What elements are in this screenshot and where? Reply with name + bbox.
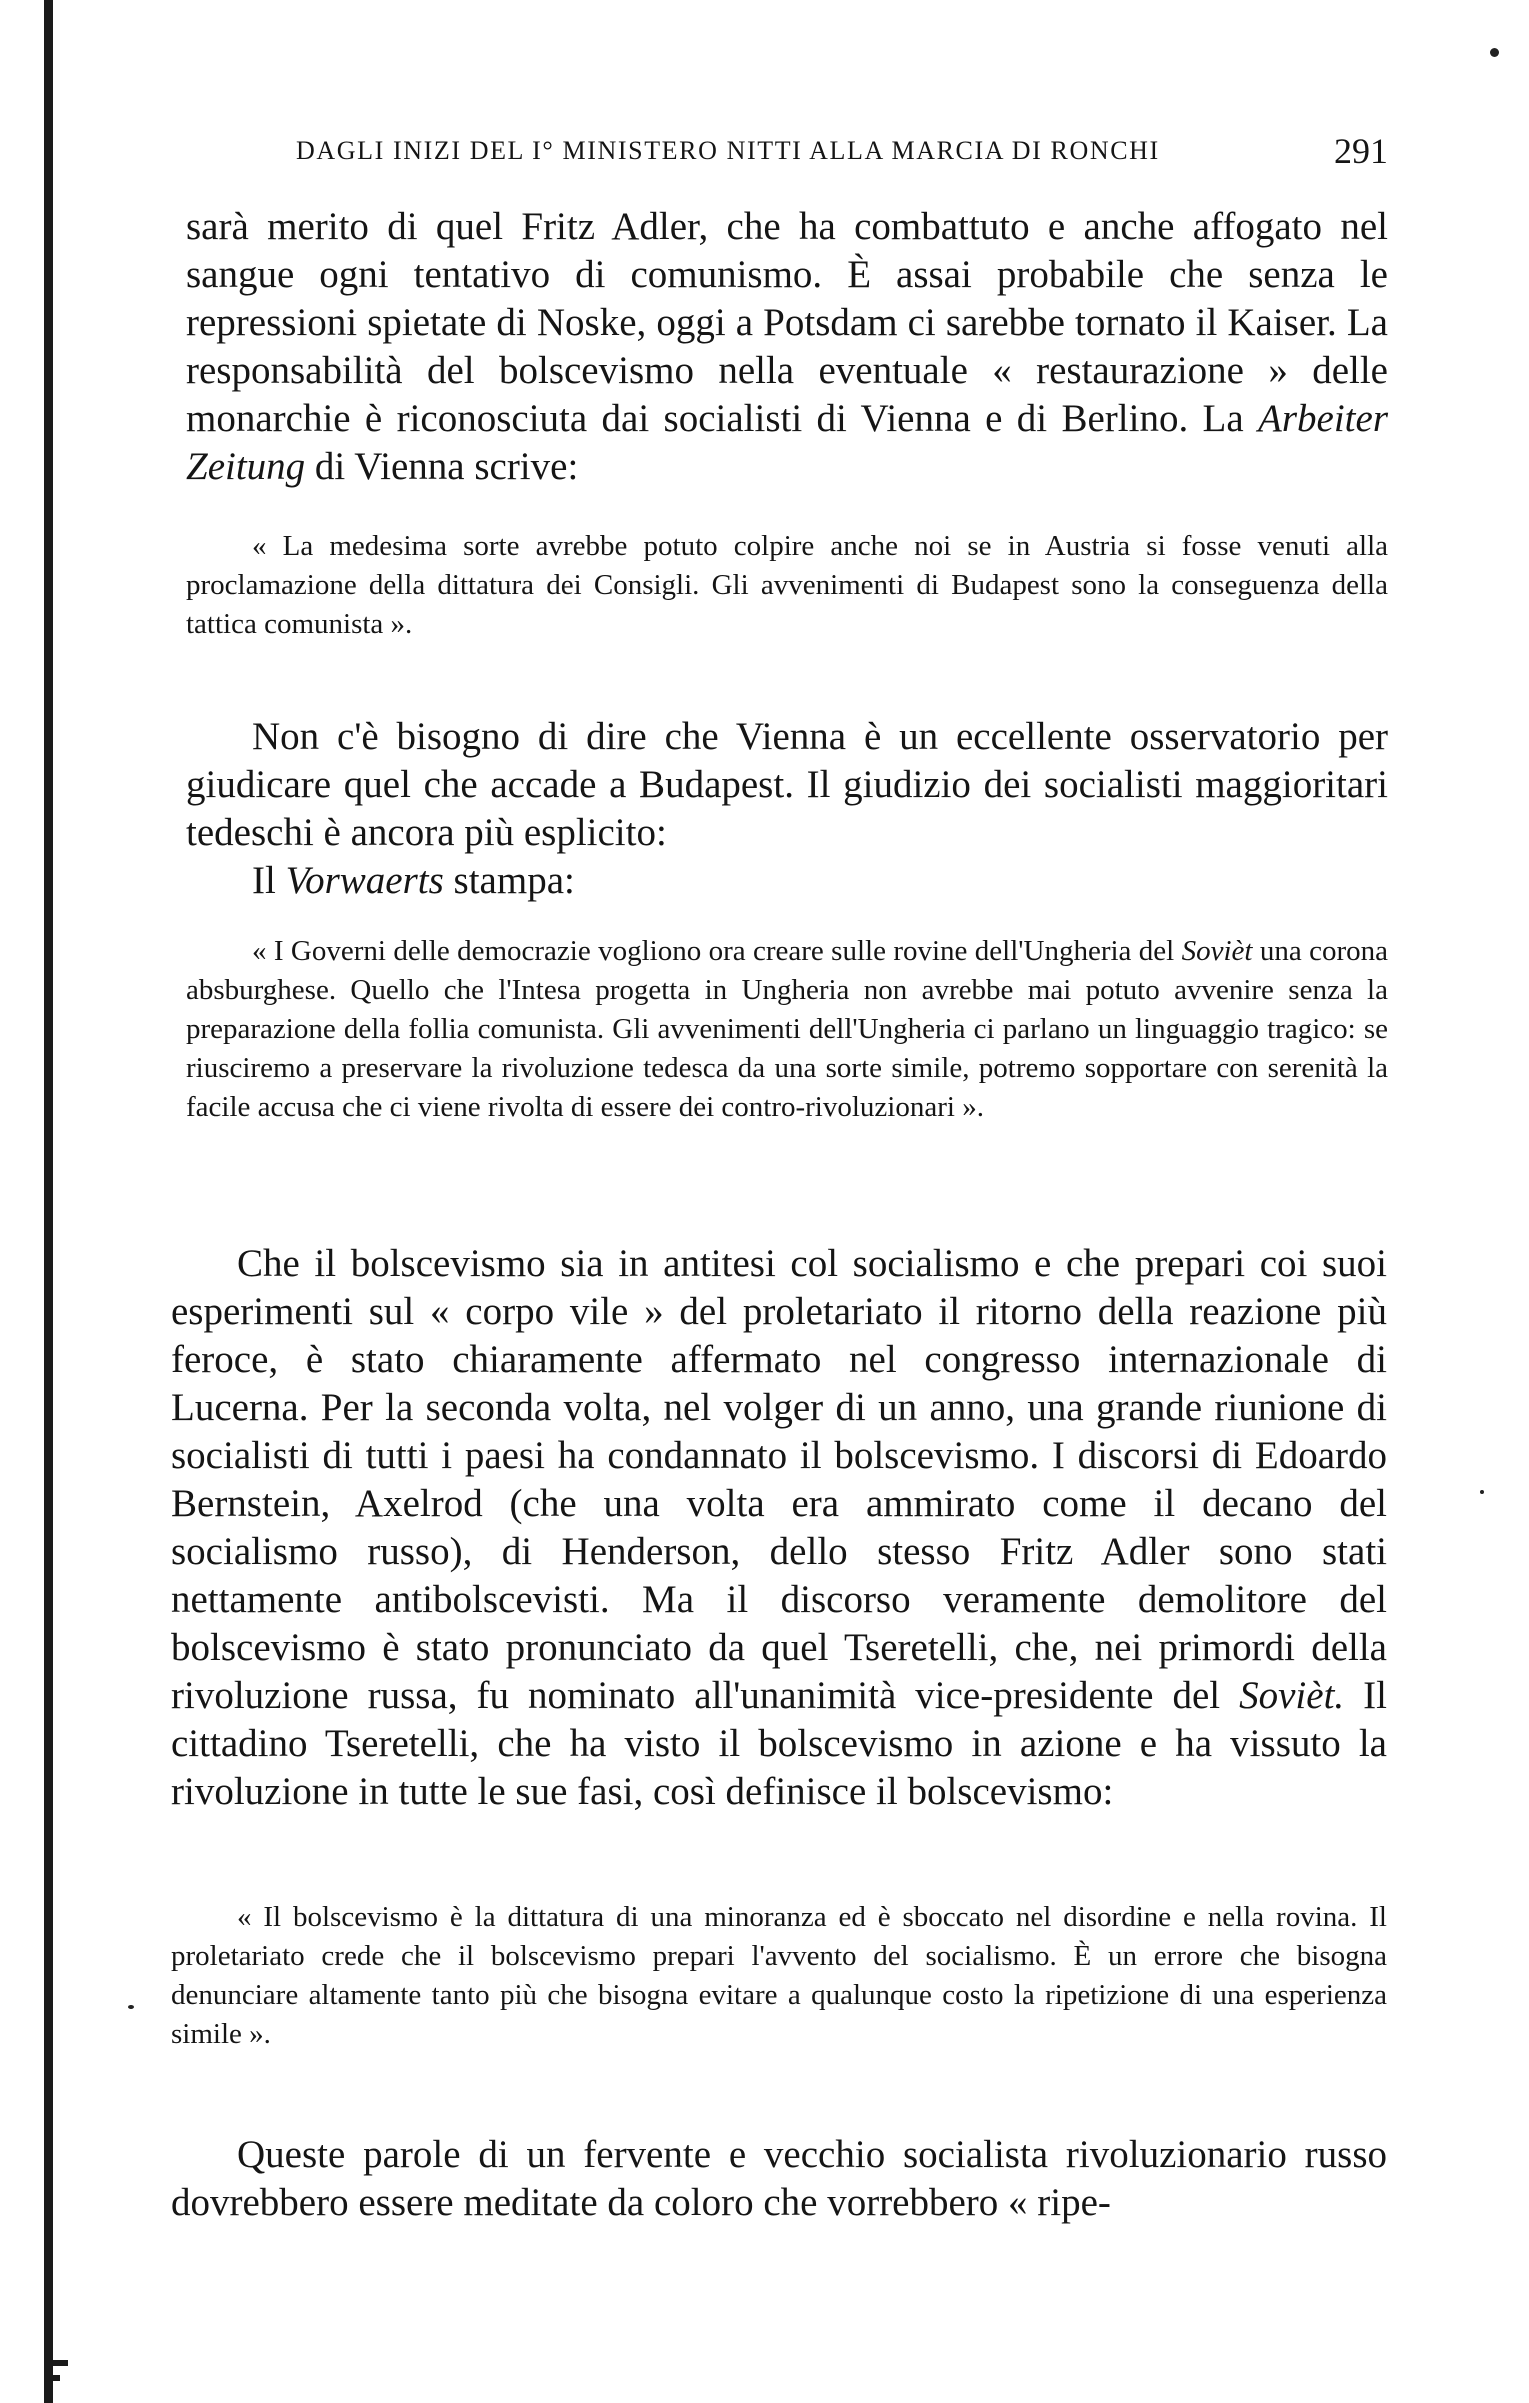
paragraph-4 [171,1240,1387,1816]
paragraph-3-text-a: Il [252,859,286,902]
paragraph-4-text-a: Che il bolscevismo sia in antitesi col socialismo e che prepari coi suoi esperimenti sul « corpo vile » del proletariato il ritorno della reazione più feroce, è stato chiaramente affermato nel congresso internazionale di Lucerna. Per la seconda volta, nel volger di un anno, una grande riunione di socialisti di tutti i paesi ha condannato il bolscevismo. I discorsi di Edoardo Bernstein, Axelrod (che una volta era ammirato come il decano del socialismo russo), di Henderson, dello stesso Fritz Adler sono stati nettamente antibolscevisti. Ma il discorso veramente demolitore del bolscevismo è stato pronunciato da quel Tseretelli, che, nei primordi della rivoluzione russa, fu nominato all'unanimità vice-presidente del [171,1242,1387,1717]
binding-mark [50,2360,68,2366]
running-header [296,130,1388,180]
paragraph-4-text-b: Il cittadino Tseretelli, che ha visto il bolscevismo in azione e ha vissuto la rivoluzione in tutte le sue fasi, così definisce il bolscevismo: [171,1674,1387,1813]
scan-speck [1480,1490,1484,1494]
paragraph-2: Non c'è bisogno di dire che Vienna è un eccellente osservatorio per giudicare quel che accade a Budapest. Il giudizio dei socialisti maggioritari tedeschi è ancora più esplicito: [186,715,1388,854]
quotation-2-italic: Sovièt [1181,935,1253,967]
paragraph-3 [186,857,1388,905]
paragraph-5: Queste parole di un fervente e vecchio socialista rivoluzionario russo dovrebbero essere meditate da coloro che vorrebbero « ripe- [171,2133,1387,2224]
paragraph-1-text-b: di Vienna scrive: [305,445,579,488]
scan-speck [1490,48,1499,57]
binding-edge [44,0,53,2403]
paragraph-1-text-a: sarà merito di quel Fritz Adler, che ha combattuto e anche affogato nel sangue ogni tentativo di comunismo. È assai probabile che senza le repressioni spietate di Noske, oggi a Potsdam ci sarebbe tornato il Kaiser. La responsabilità del bolscevismo nella eventuale « restaurazione » delle monarchie è riconosciuta dai socialisti di Vienna e di Berlino. La [186,205,1388,440]
scan-speck [128,2005,134,2009]
quotation-3: « Il bolscevismo è la dittatura di una minoranza ed è sboccato nel disordine e nella rovina. Il proletariato crede che il bolscevismo prepari l'avvento del socialismo. È un errore che bisogna denunciare altamente tanto più che bisogna evitare a qualunque costo la ripetizione di una esperienza simile ». [171,1901,1387,2050]
quotation-2 [186,932,1388,1127]
binding-mark [50,2375,60,2381]
page-number: 291 [1334,131,1388,171]
quotation-2-text-b: una corona absburghese. Quello che l'Intesa progetta in Ungheria non avrebbe mai potuto avvenire senza la preparazione della follia comunista. Gli avvenimenti dell'Ungheria ci parlano un linguaggio tragico: se riusciremo a preservare la rivoluzione tedesca da una sorte simile, potremo sopportare con serenità la facile accusa che ci viene rivolta di essere dei contro-rivoluzionari ». [186,935,1389,1123]
paragraph-4-italic: Sovièt. [1239,1674,1345,1717]
paragraph-3-text-b: stampa: [443,859,575,902]
paragraph-1 [186,203,1388,491]
paragraph-1-italic-title: Arbeiter Zeitung [186,397,1388,488]
quotation-2-text-a: « I Governi delle democrazie vogliono ora creare sulle rovine dell'Ungheria del [252,935,1182,967]
paragraph-3-italic-title: Vorwaerts [285,859,444,902]
running-title: DAGLI INIZI DEL I° MINISTERO NITTI ALLA MARCIA DI RONCHI [296,136,1160,165]
quotation-1: « La medesima sorte avrebbe potuto colpire anche noi se in Austria si fosse venuti alla proclamazione della dittatura dei Consigli. Gli avvenimenti di Budapest sono la conseguenza della tattica comunista ». [186,530,1388,640]
